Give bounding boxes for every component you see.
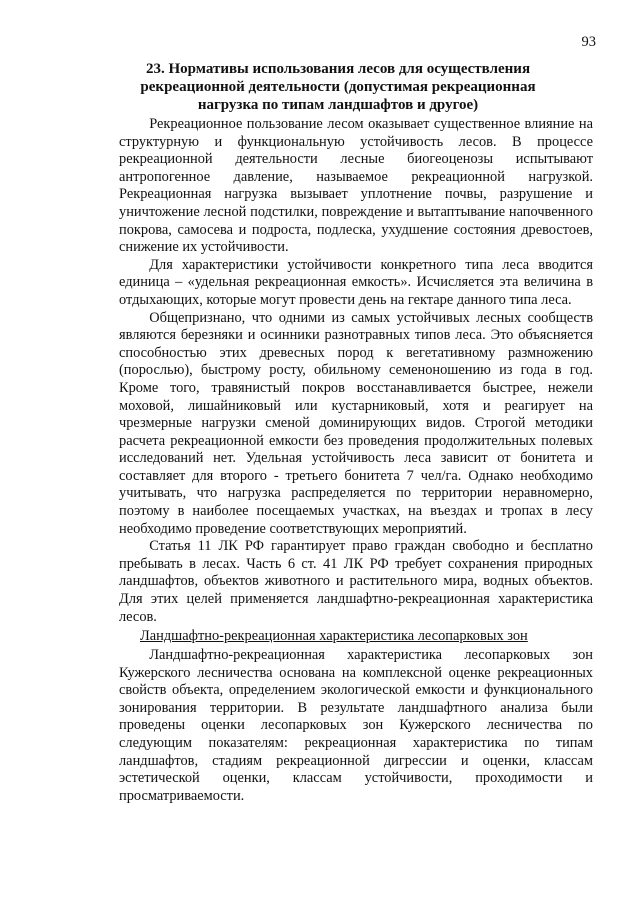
section-heading: 23. Нормативы использования лесов для осуществления рекреационной деятельности (допустимая рекреационная нагрузка по типам ландшафтов и другое) bbox=[140, 61, 536, 113]
paragraph-landscape-characteristic: Ландшафтно-рекреационная характеристика лесопарковых зон Кужерского лесничества основана на комплексной оценке рекреационных свойств объекта, определением экологической емкости и функционального зонирования территории. В результате ландшафтного анализа были проведены оценки лесопарковых зон Кужерского лесничества по следующим показателям: рекреационная характеристика по типам ландшафтов, стадиям рекреационной дигрессии и оценки, классам эстетической оценки, классам устойчивости, проходимости и просматриваемости. bbox=[119, 647, 593, 804]
paragraph-recreation-impact: Рекреационное пользование лесом оказывает существенное влияние на структурную и функциональную устойчивость лесов. В процессе рекреационной деятельности лесные биогеоценозы испытывают антропогенное давление, называемое рекреационной нагрузкой. Рекреационная нагрузка вызывает уплотнение почвы, разрушение и уничтожение лесной подстилки, повреждение и вытаптывание напочвенного покрова, самосева и подроста, подлеска, ухудшение состояния древостоев, снижение их устойчивости. bbox=[119, 116, 593, 256]
body-text bbox=[119, 116, 593, 626]
paragraph-capacity-unit: Для характеристики устойчивости конкретного типа леса вводится единица – «удельная рекреационная емкость». Исчисляется эта величина в отдыхающих, которые могут провести день на гектаре данного типа леса. bbox=[119, 256, 593, 308]
paragraph-forest-code: Статья 11 ЛК РФ гарантирует право граждан свободно и бесплатно пребывать в лесах. Часть 6 ст. 41 ЛК РФ требует сохранения природных ландшафтов, объектов животного и растительного мира, водных объектов. Для этих целей применяется ландшафтно-рекреационная характеристика лесов. bbox=[119, 538, 593, 625]
paragraph-stable-forests: Общепризнано, что одними из самых устойчивых лесных сообществ являются березняки и осинники разнотравных типов леса. Это объясняется способностью этих древесных пород к вегетативному размножению (порослью), быстрому росту, обильному семеноношению из года в год. Кроме того, травянистый покров восстанавливается быстрее, нежели моховой, лишайниковый или кустарниковый, хотя и реагирует на чрезмерные нагрузки сменой доминирующих видов. Строгой методики расчета рекреационной емкости без проведения продолжительных полевых исследований нет. Удельная устойчивость леса зависит от бонитета и составляет для второго - третьего бонитета 7 чел/га. Однако необходимо учитывать, что нагрузка распределяется по территории неравномерно, поэтому в наиболее посещаемых участках, на въездах и тропах в лесу необходимо проведение соответствующих мероприятий. bbox=[119, 309, 593, 537]
page-number: 93 bbox=[581, 34, 596, 50]
subsection-heading: Ландшафтно-рекреационная характеристика лесопарковых зон bbox=[140, 628, 528, 644]
body-text-2 bbox=[119, 647, 593, 805]
